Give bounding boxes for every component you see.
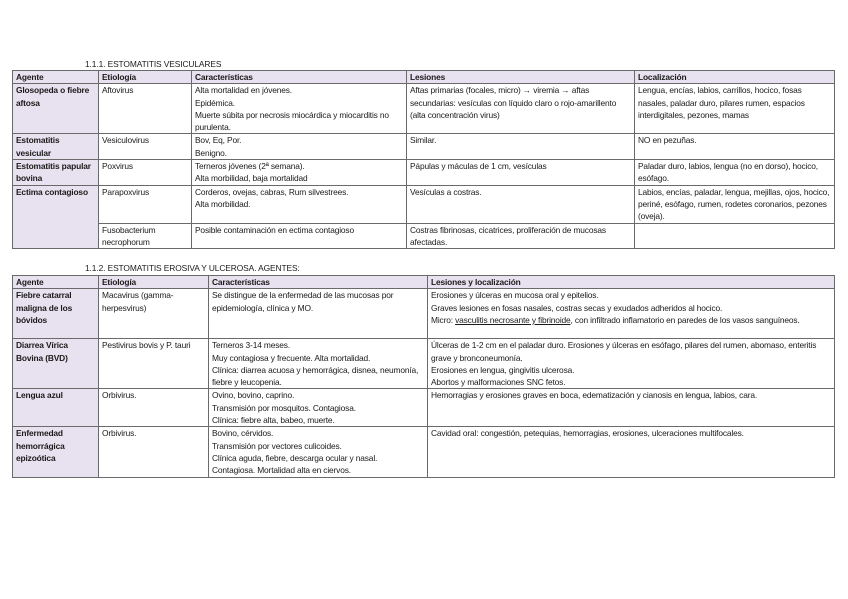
cell-line: Pápulas y máculas de 1 cm, vesículas [410,161,547,172]
vesicular-table [12,70,835,249]
cell-line: Benigno. [195,147,227,158]
cell-line: Alta morbilidad, baja mortalidad [195,173,308,184]
etiology-cell: Pestivirus bovis y P. tauri [99,339,209,389]
cell-line: Similar. [410,135,437,146]
etiology-cell: Parapoxvirus [99,185,192,223]
etiology-cell: Vesiculovirus [99,134,192,160]
characteristics-cell [192,185,407,223]
table-row [13,339,835,389]
micro-line [431,314,831,326]
cell-line: Epidémica. [195,97,235,108]
agent-cell: Estomatitis vesicular [13,134,99,160]
cell-line: Alta morbilidad. [195,198,251,209]
location-cell [635,160,835,186]
etiology-cell: Orbivirus. [99,427,209,477]
table-header-row [13,71,835,84]
micro-prefix: Micro: [431,314,456,325]
erosive-table [12,275,835,478]
table-header-row [13,276,835,289]
column-header: Etiología [99,276,209,289]
table-row [13,84,835,134]
lesions-cell [407,134,635,160]
cell-line: Posible contaminación en ectima contagioso [195,224,354,235]
agent-cell: Enfermedad hemorrágica epizoótica [13,427,99,477]
cell-line: Úlceras de 1-2 cm en el paladar duro. Erosiones y úlceras en esófago, pilares del rumen, abomaso, enteritis grave y bronconeumonía. [431,340,817,363]
column-header: Agente [13,71,99,84]
cell-line: Contagiosa. Mortalidad alta en ciervos. [212,465,351,476]
cell-line: Costras fibrinosas, cicatrices, proliferación de mucosas afectadas. [410,224,606,247]
column-header: Lesiones [407,71,635,84]
cell-line: Paladar duro, labios, lengua (no en dorso), hocico, esófago. [638,161,818,184]
agent-cell: Lengua azul [13,389,99,427]
characteristics-cell [192,160,407,186]
cell-line: Lengua, encías, labios, carrillos, hocico, fosas nasales, paladar duro, pilares rumen, espacios interdigitales, pezones, mamas [638,85,805,120]
characteristics-cell [192,134,407,160]
lesions-cell [407,84,635,134]
cell-line: Terneros 3-14 meses. [212,340,290,351]
agent-cell: Fiebre catarral maligna de los bóvidos [13,289,99,339]
cell-line: Se distingue de la enfermedad de las mucosas por epidemiología, clínica y MO. [212,290,394,313]
lesions-location-cell [428,389,835,427]
characteristics-cell [209,339,428,389]
cell-line: Erosiones y úlceras en mucosa oral y epitelios. [431,290,599,301]
table-row [13,185,835,223]
cell-line: Hemorragias y erosiones graves en boca, edematización y cianosis en lengua, labios, cara. [431,390,758,401]
agent-cell: Estomatitis papular bovina [13,160,99,186]
cell-line: Transmisión por mosquitos. Contagiosa. [212,402,356,413]
lesions-cell [407,160,635,186]
characteristics-cell [192,84,407,134]
lesions-location-cell [428,339,835,389]
cell-line: Transmisión por vectores culicoides. [212,440,342,451]
cell-line: Erosiones en lengua, gingivitis ulcerosa. [431,364,575,375]
lesions-location-cell [428,289,835,339]
table-row [13,427,835,477]
agent-cell: Ectima contagioso [13,185,99,248]
location-cell [635,84,835,134]
etiology-cell: Fusobacterium necrophorum [99,223,192,249]
table-row [13,389,835,427]
micro-suffix: , con infiltrado inflamatorio en paredes de los vasos sanguíneos. [570,314,800,325]
micro-underlined-text: vasculitis necrosante y fibrinoide [455,314,571,325]
cell-line: Abortos y malformaciones SNC fetos. [431,377,566,388]
cell-line: Aftas primarias (focales, micro) → viremia → aftas secundarias: vesículas con líquido claro o rojo-amarillento (alta concentración virus) [410,85,617,120]
characteristics-cell [209,427,428,477]
location-cell [635,134,835,160]
cell-line: Graves lesiones en fosas nasales, costras secas y exudados adheridos al hocico. [431,302,723,313]
etiology-cell: Orbivirus. [99,389,209,427]
location-cell [635,185,835,223]
characteristics-cell [209,289,428,339]
table-row [13,289,835,339]
cell-line: Muy contagiosa y frecuente. Alta mortalidad. [212,352,371,363]
cell-line: Muerte súbita por necrosis miocárdica y miocarditis no purulenta. [195,109,389,133]
lesions-cell [407,185,635,223]
cell-line: Corderos, ovejas, cabras, Rum silvestrees. [195,186,349,197]
cell-line: Bovino, cérvidos. [212,428,274,439]
cell-line: NO en pezuñas. [638,135,697,146]
lesions-location-cell [428,427,835,477]
agent-cell: Diarrea Vírica Bovina (BVD) [13,339,99,389]
etiology-cell: Macavirus (gamma-herpesvirus) [99,289,209,339]
characteristics-cell [209,389,428,427]
column-header: Características [209,276,428,289]
cell-line: Alta mortalidad en jóvenes. [195,85,292,96]
etiology-cell: Aftovirus [99,84,192,134]
cell-line: Terneros jóvenes (2ª semana). [195,161,305,172]
cell-line: Clínica: fiebre alta, babeo, muerte. [212,415,335,426]
etiology-cell: Poxvirus [99,160,192,186]
cell-line: Bov, Eq, Por. [195,135,242,146]
cell-line: Ovino, bovino, caprino. [212,390,295,401]
characteristics-cell [192,223,407,249]
section-title-vesicular: 1.1.1. ESTOMATITIS VESICULARES [85,59,222,69]
table-row [13,223,835,249]
column-header: Agente [13,276,99,289]
column-header: Localización [635,71,835,84]
cell-line: Clínica: diarrea acuosa y hemorrágica, disnea, neumonía, fiebre y leucopenia. [212,364,419,388]
lesions-cell [407,223,635,249]
cell-line: Clínica aguda, fiebre, descarga ocular y nasal. [212,452,378,463]
cell-line: Cavidad oral: congestión, petequias, hemorragias, erosiones, ulceraciones multifocales. [431,428,744,439]
location-cell [635,223,835,249]
table-row [13,160,835,186]
section-title-erosive: 1.1.2. ESTOMATITIS EROSIVA Y ULCEROSA. AGENTES: [85,263,300,273]
column-header: Características [192,71,407,84]
cell-line: Labios, encías, paladar, lengua, mejillas, ojos, hocico, periné, esófago, rumen, rodetes coronarios, pezones (oveja). [638,186,830,222]
table-row [13,134,835,160]
agent-cell: Glosopeda o fiebre aftosa [13,84,99,134]
column-header: Lesiones y localización [428,276,835,289]
column-header: Etiología [99,71,192,84]
cell-line: Vesículas a costras. [410,186,482,197]
